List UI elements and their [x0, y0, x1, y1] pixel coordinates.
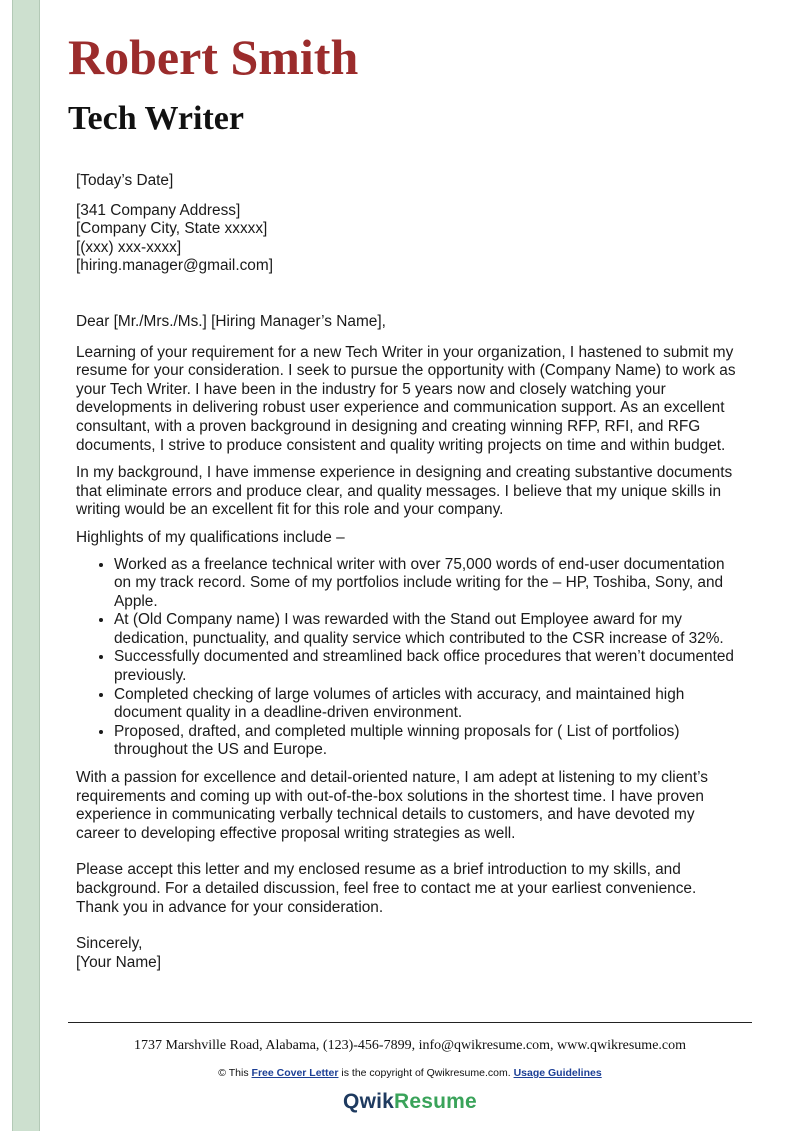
usage-guidelines-link[interactable]: Usage Guidelines	[513, 1067, 602, 1079]
address-line: [341 Company Address]	[76, 201, 241, 219]
address-line: [Company City, State xxxxx]	[76, 220, 268, 238]
paragraph-passion: With a passion for excellence and detail-oriented nature, I am adept at listening to my client’s requirements and coming up with out-of-the-box solutions in the shortest time. I have proven experience in communicating verbally technical details to customers, and have devoted my career to developing effective proposal writing strategies as well.	[76, 769, 708, 842]
list-item: • Successfully documented and streamlined back office procedures that weren’t documented previously.	[114, 648, 736, 685]
logo-resume: Resume	[394, 1090, 477, 1113]
paragraph-background: In my background, I have immense experience in designing and creating substantive documents that eliminate errors and produce clear, and quality messages. I believe that my unique skills in writing would be an excellent fit for this role and your company.	[76, 464, 733, 519]
highlights-list	[76, 556, 736, 761]
decorative-sidebar-bar	[12, 0, 40, 1131]
list-item: • Worked as a freelance technical writer with over 75,000 words of end-user documentation on my track record. Some of my portfolios include writing for the – HP, Toshiba, Sony, and Apple.	[114, 556, 736, 612]
address-line: [hiring.manager@gmail.com]	[76, 257, 273, 275]
list-item: • Completed checking of large volumes of articles with accuracy, and maintained high document quality in a deadline-driven environment.	[114, 686, 736, 723]
footer-divider	[68, 1022, 752, 1023]
signature: [Your Name]	[76, 953, 161, 971]
letter-body	[76, 172, 736, 972]
paragraph-closing: Please accept this letter and my enclosed resume as a brief introduction to my skills, and background. For a detailed discussion, feel free to contact me at your earliest convenience. Thank you in advance for your consideration.	[76, 861, 697, 916]
recipient-address	[76, 202, 736, 276]
qwikresume-logo	[68, 1090, 752, 1114]
copyright-prefix: © This	[218, 1067, 249, 1079]
list-item: • Proposed, drafted, and completed multiple winning proposals for ( List of portfolios) throughout the US and Europe.	[114, 723, 736, 760]
highlights-intro: Highlights of my qualifications include –	[76, 528, 345, 546]
free-cover-letter-link[interactable]: Free Cover Letter	[251, 1067, 339, 1079]
closing: Sincerely,	[76, 935, 143, 953]
applicant-name: Robert Smith	[68, 29, 359, 85]
copyright-notice	[68, 1067, 752, 1079]
address-line: [(xxx) xxx-xxxx]	[76, 238, 182, 256]
list-item: • At (Old Company name) I was rewarded with the Stand out Employee award for my dedication, punctuality, and quality service which contributed to the CSR increase of 32%.	[114, 611, 736, 648]
footer-contact: 1737 Marshville Road, Alabama, (123)-456-7899, info@qwikresume.com, www.qwikresume.com	[133, 1038, 687, 1053]
letter-date: [Today’s Date]	[76, 172, 174, 189]
job-title: Tech Writer	[68, 100, 244, 137]
paragraph-intro: Learning of your requirement for a new Tech Writer in your organization, I hastened to submit my resume for your consideration. I seek to pursue the opportunity with (Company Name) to work as your Tech Writer. I have been in the industry for 5 years now and closely watching your developments in delivering robust user experience and communication support. As an excellent consultant, with a proven background in designing and creating winning RFP, RFI, and RFG documents, I strive to produce consistent and quality writing projects on time and within budget.	[76, 343, 736, 454]
copyright-middle: is the copyright of Qwikresume.com.	[341, 1067, 511, 1079]
salutation: Dear [Mr./Mrs./Ms.] [Hiring Manager’s Name],	[76, 312, 386, 330]
logo-qwik: Qwik	[343, 1090, 395, 1113]
